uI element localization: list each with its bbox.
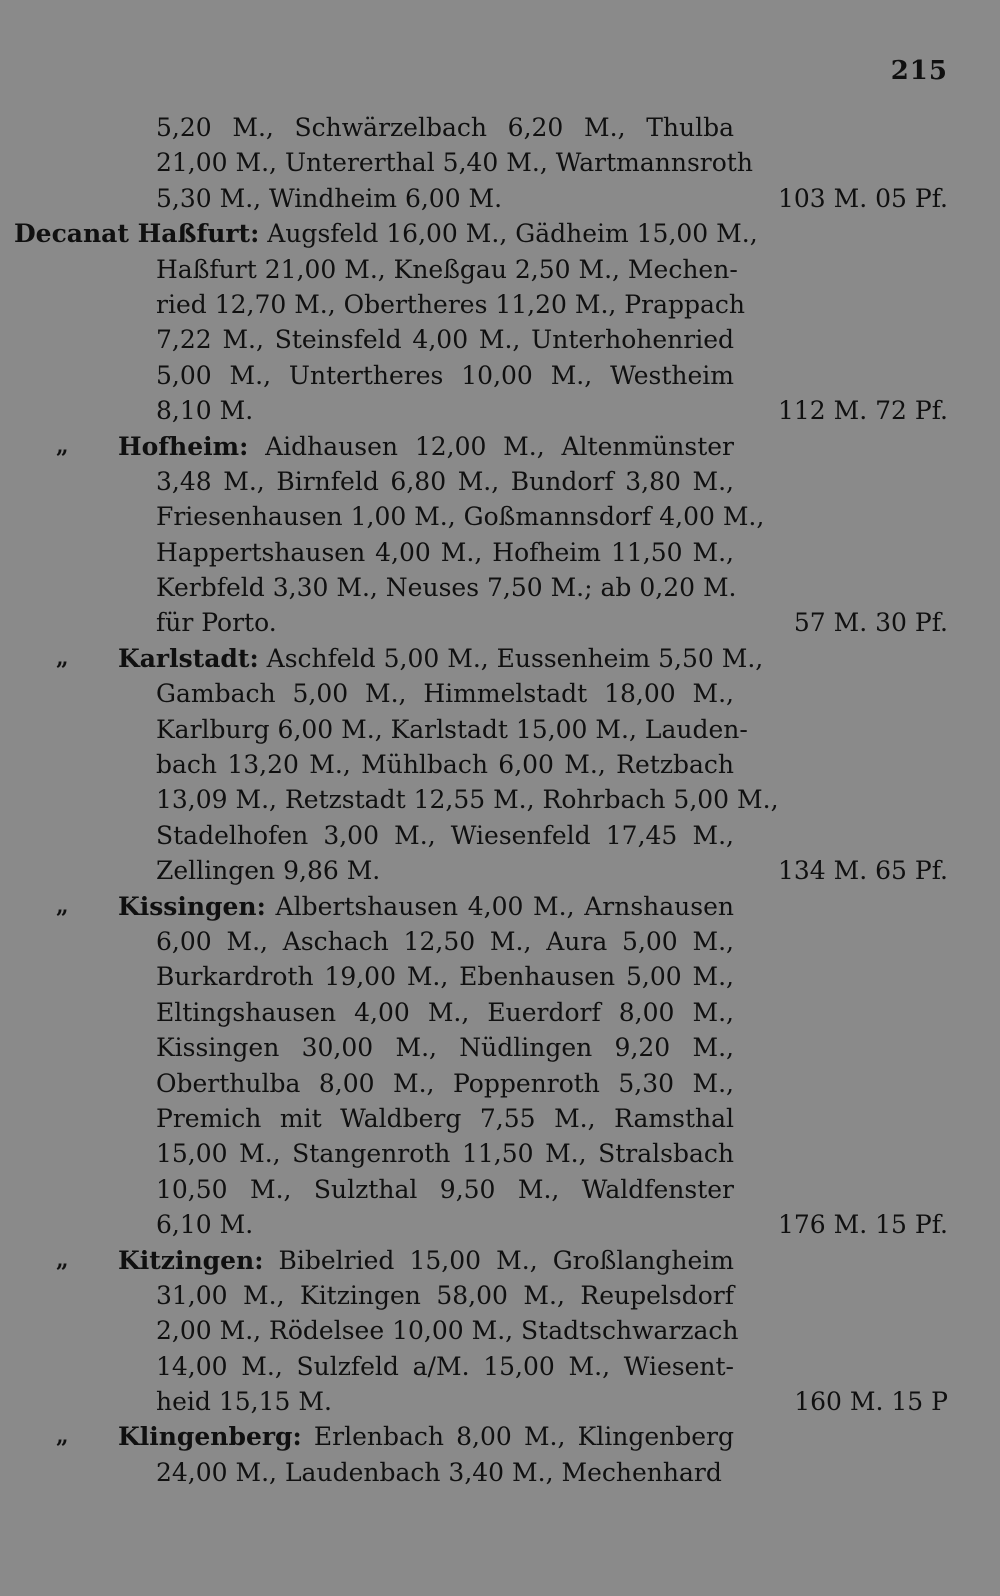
- entry-hofheim: [0, 429, 1000, 641]
- entry-text: heid 15,15 M.: [156, 1387, 332, 1417]
- entry-line: [0, 252, 1000, 287]
- entry-text: bach 13,20 M., Mühlbach 6,00 M., Retzbach: [156, 750, 734, 780]
- entry-cont: [0, 110, 1000, 216]
- entry-line: [0, 782, 1000, 817]
- entry-text: Kissingen 30,00 M., Nüdlingen 9,20 M.,: [156, 1033, 734, 1063]
- entry-text: ried 12,70 M., Obertheres 11,20 M., Prappach: [156, 289, 746, 319]
- entry-text: Friesenhausen 1,00 M., Goßmannsdorf 4,00 M.,: [156, 502, 765, 532]
- entry-line: [0, 464, 1000, 499]
- entry-line: [0, 924, 1000, 959]
- entry-text: Happertshausen 4,00 M., Hofheim 11,50 M.,: [156, 537, 734, 567]
- entry-text: 6,10 M.: [156, 1210, 254, 1240]
- entry-line: [0, 995, 1000, 1030]
- ditto-mark: „: [56, 644, 69, 671]
- entry-total: 134 M. 65 Pf.: [777, 856, 948, 886]
- donation-list: [0, 110, 1000, 1490]
- entry-line: [0, 216, 1000, 251]
- entry-klingenberg: [0, 1419, 1000, 1490]
- entry-line: [0, 322, 1000, 357]
- entry-line: [0, 889, 1000, 924]
- entry-line: [0, 145, 1000, 180]
- entry-text: Premich mit Waldberg 7,55 M., Ramsthal: [156, 1103, 734, 1133]
- entry-total: 103 M. 05 Pf.: [777, 183, 948, 213]
- entry-line: [0, 181, 1000, 216]
- entry-line: [0, 1207, 1000, 1242]
- entry-text: 24,00 M., Laudenbach 3,40 M., Mechenhard: [156, 1457, 722, 1487]
- entry-line: [0, 499, 1000, 534]
- ditto-mark: „: [56, 892, 69, 919]
- entry-line: [0, 287, 1000, 322]
- entry-text: 7,22 M., Steinsfeld 4,00 M., Unterhohenried: [156, 325, 734, 355]
- entry-line: [0, 641, 1000, 676]
- entry-line: [0, 605, 1000, 640]
- entry-line: [0, 1313, 1000, 1348]
- entry-line: [0, 1243, 1000, 1278]
- entry-text: 14,00 M., Sulzfeld a/M. 15,00 M., Wiesent-: [156, 1351, 734, 1381]
- entry-text: Burkardroth 19,00 M., Ebenhausen 5,00 M.,: [156, 962, 734, 992]
- entry-total: 176 M. 15 Pf.: [777, 1210, 948, 1240]
- entry-text: Bibelried 15,00 M., Großlangheim: [278, 1245, 734, 1275]
- entry-line: [0, 1066, 1000, 1101]
- entry-text: Zellingen 9,86 M.: [156, 856, 381, 886]
- entry-total: 57 M. 30 Pf.: [793, 608, 948, 638]
- entry-line: [0, 1172, 1000, 1207]
- entry-text: Haßfurt 21,00 M., Kneßgau 2,50 M., Mechen-: [156, 254, 738, 284]
- entry-text: 10,50 M., Sulzthal 9,50 M., Waldfenster: [156, 1174, 734, 1204]
- entry-text: Karlburg 6,00 M., Karlstadt 15,00 M., Lauden-: [156, 714, 748, 744]
- entry-text: Albertshausen 4,00 M., Arnshausen: [275, 891, 734, 921]
- deanery-name: Kissingen:: [118, 891, 266, 921]
- ditto-mark: „: [56, 432, 69, 459]
- entry-text: 5,30 M., Windheim 6,00 M.: [156, 183, 503, 213]
- entry-line: [0, 393, 1000, 428]
- entry-line: [0, 1136, 1000, 1171]
- entry-text: Aschfeld 5,00 M., Eussenheim 5,50 M.,: [266, 643, 764, 673]
- entry-total: 112 M. 72 Pf.: [777, 396, 948, 426]
- page-number: 215: [890, 56, 948, 86]
- entry-line: [0, 570, 1000, 605]
- entry-text: Stadelhofen 3,00 M., Wiesenfeld 17,45 M.,: [156, 820, 734, 850]
- entry-line: [0, 535, 1000, 570]
- entry-line: [0, 1278, 1000, 1313]
- entry-text: Kerbfeld 3,30 M., Neuses 7,50 M.; ab 0,20 M.: [156, 573, 737, 603]
- entry-text: 13,09 M., Retzstadt 12,55 M., Rohrbach 5,00 M.,: [156, 785, 779, 815]
- deanery-name: Kitzingen:: [118, 1245, 264, 1275]
- entry-text: 21,00 M., Untererthal 5,40 M., Wartmannsroth: [156, 148, 753, 178]
- entry-text: Eltingshausen 4,00 M., Euerdorf 8,00 M.,: [156, 997, 734, 1027]
- entry-text: Erlenbach 8,00 M., Klingenberg: [313, 1422, 734, 1452]
- entry-line: [0, 712, 1000, 747]
- entry-line: [0, 429, 1000, 464]
- entry-karlstadt: [0, 641, 1000, 889]
- entry-line: [0, 1455, 1000, 1490]
- entry-line: [0, 676, 1000, 711]
- entry-line: [0, 818, 1000, 853]
- deanery-name: Hofheim:: [118, 431, 249, 461]
- entry-kissingen: [0, 889, 1000, 1243]
- entry-text: Oberthulba 8,00 M., Poppenroth 5,30 M.,: [156, 1068, 734, 1098]
- entry-text: 2,00 M., Rödelsee 10,00 M., Stadtschwarzach: [156, 1316, 739, 1346]
- deanery-name: Decanat Haßfurt:: [14, 219, 260, 249]
- entry-kitzingen: [0, 1243, 1000, 1420]
- deanery-name: Karlstadt:: [118, 643, 259, 673]
- entry-text: Gambach 5,00 M., Himmelstadt 18,00 M.,: [156, 679, 734, 709]
- entry-line: [0, 1101, 1000, 1136]
- entry-line: [0, 1030, 1000, 1065]
- entry-text: 6,00 M., Aschach 12,50 M., Aura 5,00 M.,: [156, 926, 734, 956]
- ditto-mark: „: [56, 1423, 69, 1450]
- entry-line: [0, 1349, 1000, 1384]
- entry-line: [0, 1384, 1000, 1419]
- ditto-mark: „: [56, 1246, 69, 1273]
- entry-line: [0, 110, 1000, 145]
- entry-line: [0, 959, 1000, 994]
- entry-line: [0, 853, 1000, 888]
- entry-text: 8,10 M.: [156, 396, 254, 426]
- entry-total: 160 M. 15 P: [794, 1387, 948, 1417]
- entry-text: Augsfeld 16,00 M., Gädheim 15,00 M.,: [267, 219, 758, 249]
- entry-text: 5,20 M., Schwärzelbach 6,20 M., Thulba: [156, 113, 734, 142]
- entry-text: 31,00 M., Kitzingen 58,00 M., Reupelsdorf: [156, 1280, 734, 1310]
- entry-text: 5,00 M., Untertheres 10,00 M., Westheim: [156, 360, 734, 390]
- entry-text: für Porto.: [156, 608, 277, 638]
- entry-line: [0, 747, 1000, 782]
- entry-text: 3,48 M., Birnfeld 6,80 M., Bundorf 3,80 M.,: [156, 466, 734, 496]
- entry-hassfurt: [0, 216, 1000, 428]
- entry-line: [0, 1419, 1000, 1454]
- deanery-name: Klingenberg:: [118, 1422, 302, 1452]
- entry-line: [0, 358, 1000, 393]
- entry-text: 15,00 M., Stangenroth 11,50 M., Stralsbach: [156, 1139, 734, 1169]
- entry-text: Aidhausen 12,00 M., Altenmünster: [265, 431, 735, 461]
